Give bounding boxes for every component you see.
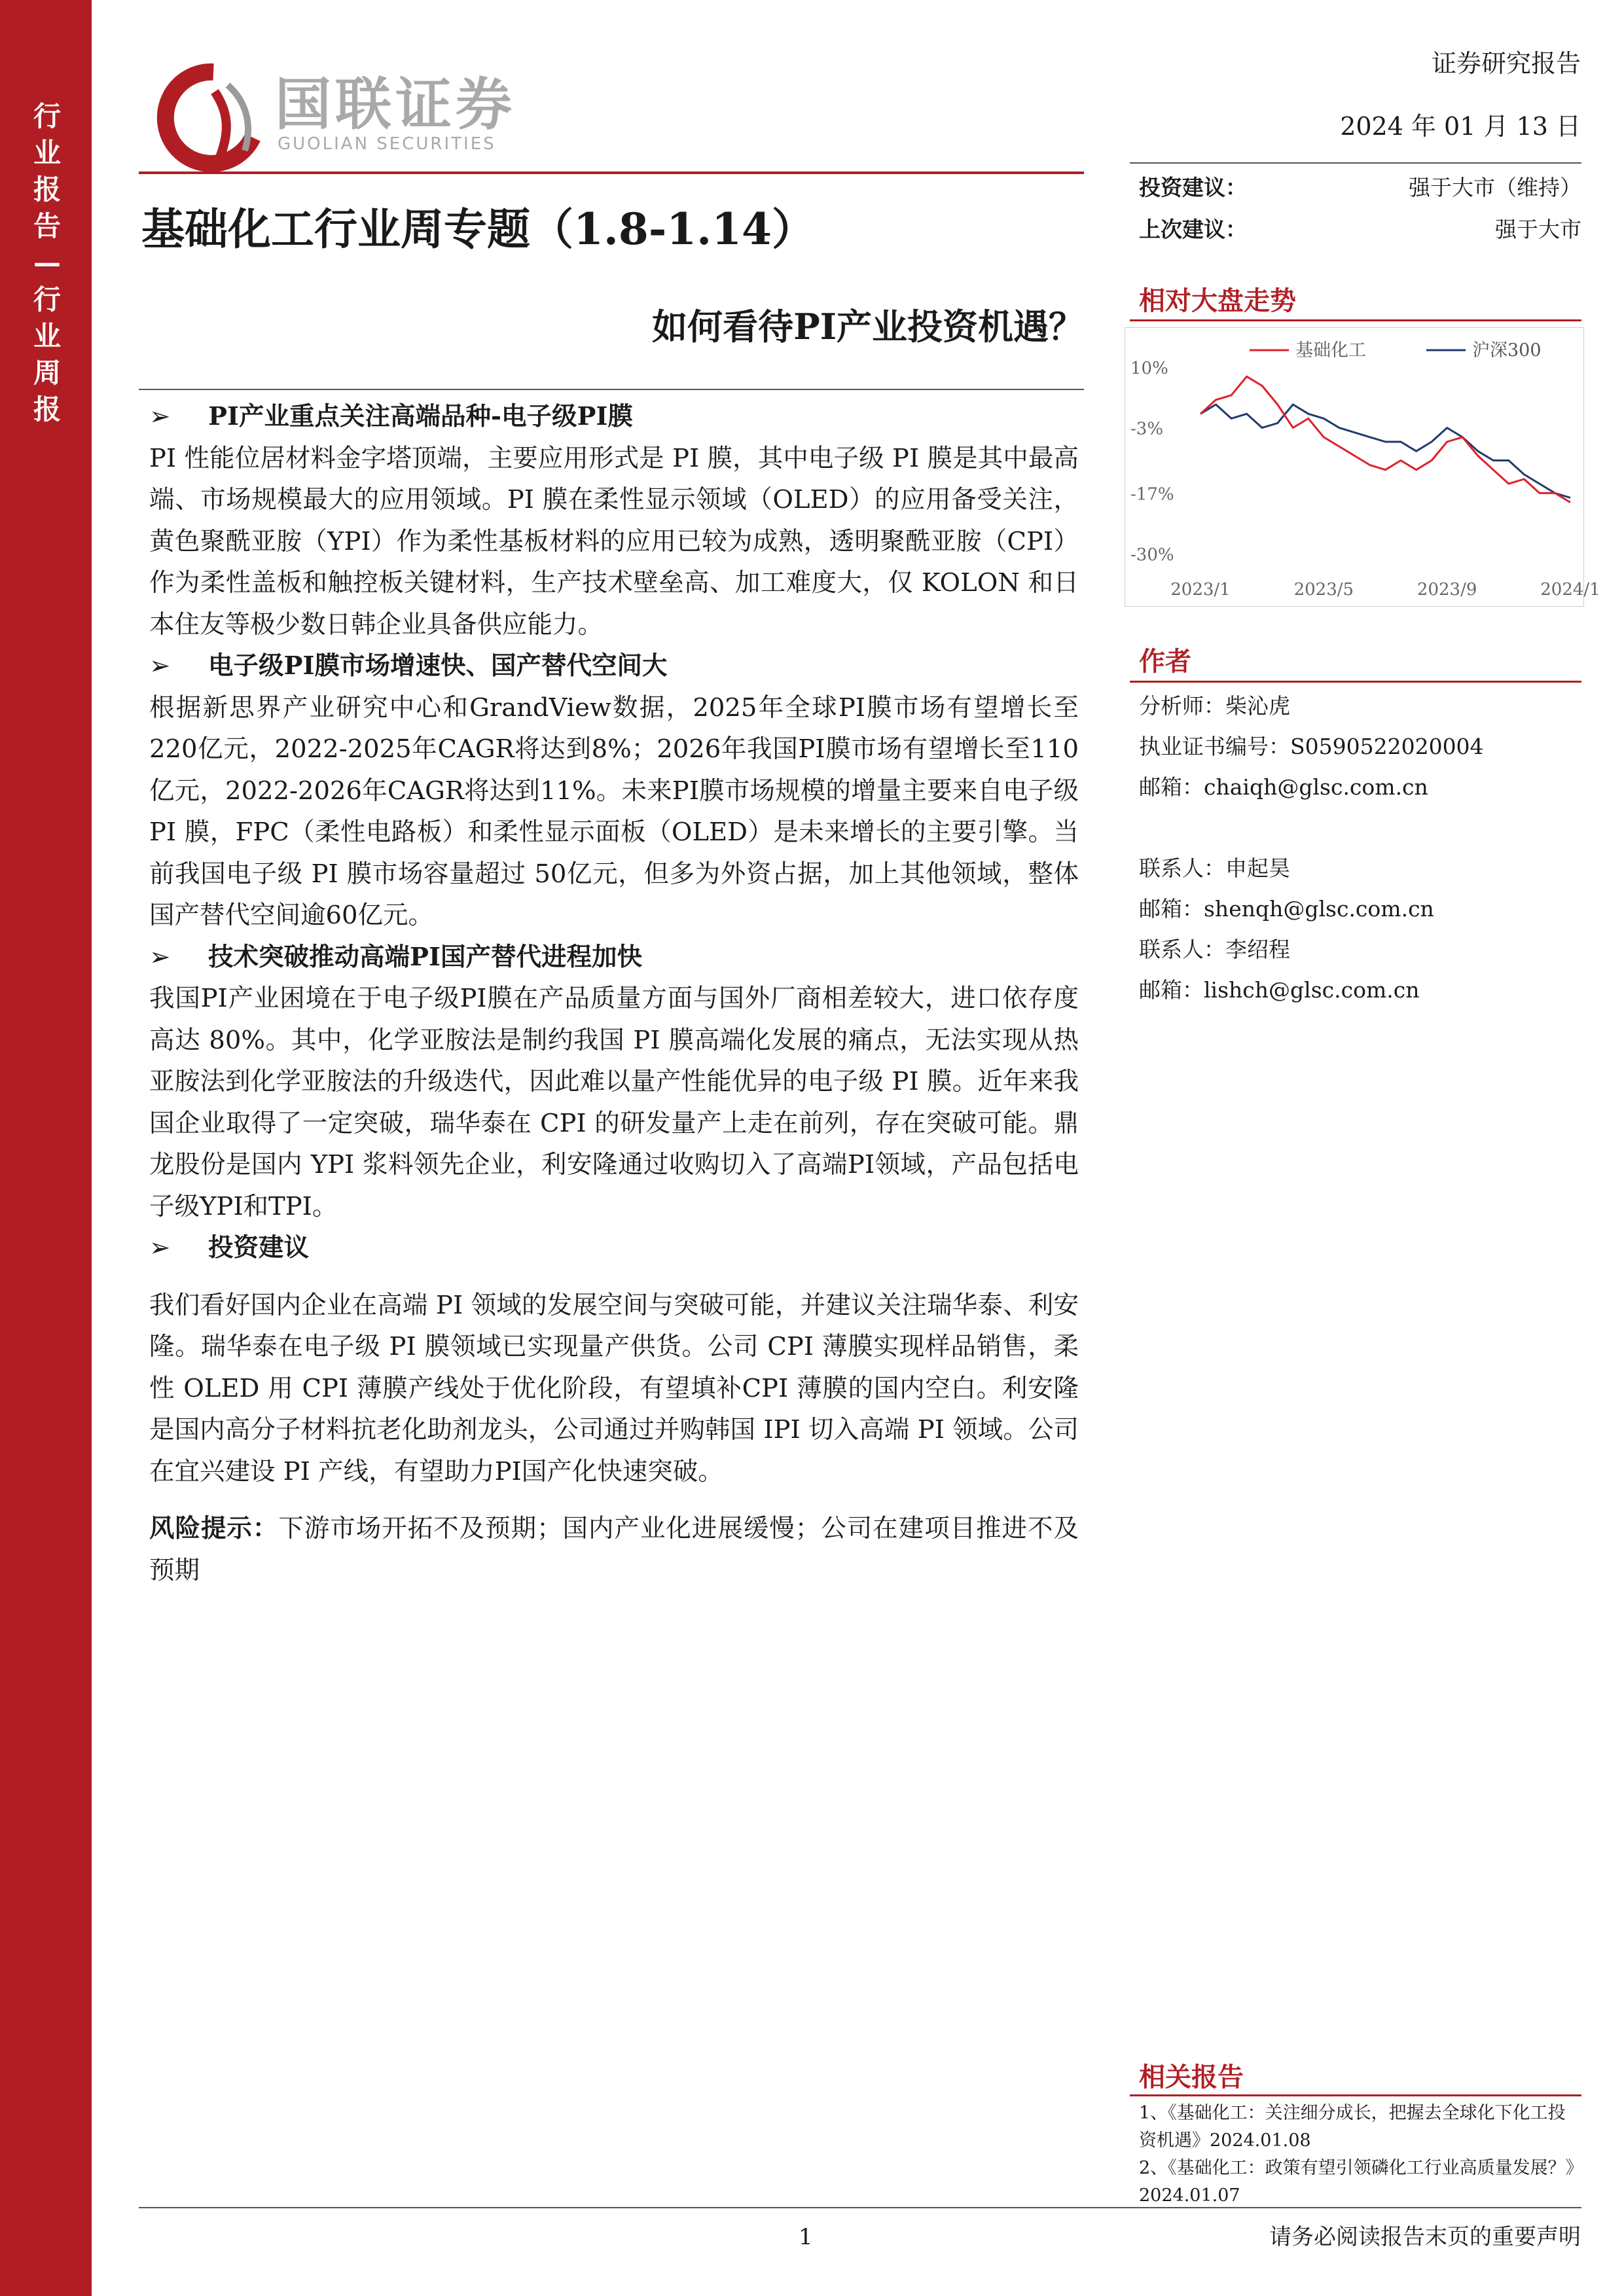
risk-text: 下游市场开拓不及预期；国内产业化进展缓慢；公司在建项目推进不及预期 bbox=[149, 1514, 1079, 1585]
trend-chart bbox=[1125, 328, 1600, 606]
footer-rule bbox=[139, 2207, 1581, 2208]
section-paragraph: PI 性能位居材料金字塔顶端，主要应用形式是 PI 膜，其中电子级 PI 膜是其中最高端、市场规模最大的应用领域。PI 膜在柔性显示领域（OLED）的应用备受关注，黄色聚酰亚胺（YPI）作为柔性基板材料的应用已较为成熟，透明聚酰亚胺（CPI）作为柔性盖板和触控板关键材料，生产技术壁垒高、加工难度大，仅 KOLON 和日本住友等极少数日韩企业具备供应能力。 bbox=[149, 443, 1079, 639]
author-row: 邮箱：shenqh@glsc.com.cn bbox=[1139, 896, 1434, 922]
report-type: 证券研究报告 bbox=[1431, 49, 1581, 78]
subtitle-rule bbox=[139, 389, 1084, 390]
report-subtitle: 如何看待PI产业投资机遇？ bbox=[652, 306, 1084, 348]
related-report-item[interactable]: 2、《基础化工：政策有望引领磷化工行业高质量发展？》2024.01.07 bbox=[1139, 2158, 1575, 2206]
y-tick-label: -30% bbox=[1130, 545, 1174, 565]
x-tick-label: 2023/5 bbox=[1293, 580, 1354, 600]
report-date: 2024 年 01 月 13 日 bbox=[1340, 112, 1581, 141]
y-tick-label: -3% bbox=[1130, 419, 1164, 439]
rating-previous-label: 上次建议： bbox=[1139, 217, 1247, 242]
y-tick-label: -17% bbox=[1130, 484, 1174, 505]
section-paragraph: 我们看好国内企业在高端 PI 领域的发展空间与突破可能，并建议关注瑞华泰、利安隆。瑞华泰在电子级 PI 膜领域已实现量产供货。公司 CPI 薄膜实现样品销售，柔性 OLED 用 CPI 薄膜产线处于优化阶段，有望填补CPI 薄膜的国内空白。利安隆是国内高分子材料抗老化助剂龙头，公司通过并购韩国 IPI 切入高端 PI 领域。公司在宜兴建设 PI 产线，有望助力PI国产化快速突破。 bbox=[149, 1290, 1079, 1486]
section-paragraph: 我国PI产业困境在于电子级PI膜在产品质量方面与国外厂商相差较大，进口依存度高达 80%。其中，化学亚胺法是制约我国 PI 膜高端化发展的痛点，无法实现从热亚胺法到化学亚胺法的升级迭代，因此难以量产性能优异的电子级 PI 膜。近年来我国企业取得了一定突破，瑞华泰在 CPI 的研发量产上走在前列，存在突破可能。鼎龙股份是国内 YPI 浆料领先企业，利安隆通过收购切入了高端PI领域，产品包括电子级YPI和TPI。 bbox=[149, 984, 1079, 1221]
section-paragraph: 根据新思界产业研究中心和GrandView数据，2025年全球PI膜市场有望增长至220亿元，2022-2025年CAGR将达到8%；2026年我国PI膜市场有望增长至110亿元，2022-2026年CAGR将达到11%。未来PI膜市场规模的增量主要来自电子级 PI 膜，FPC（柔性电路板）和柔性显示面板（OLED）是未来增长的主要引擎。当前我国电子级 PI 膜市场容量超过 50亿元，但多为外资占据，加上其他领域，整体国产替代空间逾60亿元。 bbox=[149, 692, 1079, 930]
right-header-rule bbox=[1130, 162, 1581, 164]
rating-current-label: 投资建议： bbox=[1139, 175, 1247, 200]
author-row: 联系人：李绍程 bbox=[1139, 937, 1290, 962]
arrow-bullet-icon: ➢ bbox=[149, 1233, 171, 1263]
author-row: 执业证书编号：S0590522020004 bbox=[1139, 734, 1484, 759]
related-heading: 相关报告 bbox=[1139, 2062, 1244, 2092]
title-rule bbox=[139, 171, 1084, 174]
author-row: 联系人：申起昊 bbox=[1139, 855, 1290, 881]
author-rule bbox=[1130, 681, 1581, 683]
report-body bbox=[149, 396, 1079, 1591]
logo-text-en: GUOLIAN SECURITIES bbox=[278, 134, 496, 154]
disclaimer-note: 请务必阅读报告末页的重要声明 bbox=[1269, 2224, 1581, 2250]
trend-heading: 相对大盘走势 bbox=[1139, 285, 1296, 316]
trend-rule bbox=[1130, 319, 1581, 321]
series-line-chemical bbox=[1200, 376, 1570, 502]
page-number: 1 bbox=[799, 2224, 813, 2250]
related-report-item[interactable]: 1、《基础化工：关注细分成长，把握去全球化下化工投资机遇》2024.01.08 bbox=[1139, 2103, 1566, 2151]
rating-block bbox=[1139, 169, 1581, 257]
author-row: 邮箱：chaiqh@glsc.com.cn bbox=[1139, 774, 1428, 800]
x-tick-label: 2023/9 bbox=[1416, 580, 1477, 600]
legend-label: 基础化工 bbox=[1295, 340, 1366, 361]
related-list bbox=[1139, 2100, 1581, 2210]
logo-text-cn: 国联证券 bbox=[275, 72, 516, 137]
report-title: 基础化工行业周专题（1.8-1.14） bbox=[141, 204, 815, 255]
section-heading: ➢ 技术突破推动高端PI国产替代进程加快 bbox=[149, 937, 1079, 978]
rating-previous-value: 强于大市 bbox=[1495, 217, 1581, 242]
trend-chart-frame bbox=[1125, 327, 1600, 607]
guolian-logo-icon bbox=[154, 65, 272, 164]
author-row: 分析师：柴沁虎 bbox=[1139, 693, 1290, 719]
risk-label: 风险提示： bbox=[149, 1514, 279, 1543]
x-tick-label: 2024/1 bbox=[1540, 580, 1600, 600]
author-list bbox=[1139, 686, 1584, 1011]
author-heading: 作者 bbox=[1139, 646, 1191, 677]
section-heading: ➢ PI产业重点关注高端品种-电子级PI膜 bbox=[149, 396, 1079, 438]
y-tick-label: 10% bbox=[1130, 359, 1168, 378]
risk-note bbox=[149, 1508, 1079, 1591]
arrow-bullet-icon: ➢ bbox=[149, 402, 171, 431]
legend-label: 沪深300 bbox=[1472, 340, 1542, 361]
author-row: 邮箱：lishch@glsc.com.cn bbox=[1139, 977, 1420, 1003]
series-line-hs300 bbox=[1200, 404, 1570, 498]
arrow-bullet-icon: ➢ bbox=[149, 651, 171, 681]
rating-current-value: 强于大市（维持） bbox=[1409, 175, 1581, 200]
x-tick-label: 2023/1 bbox=[1170, 580, 1231, 600]
arrow-bullet-icon: ➢ bbox=[149, 942, 171, 972]
related-rule bbox=[1130, 2094, 1581, 2096]
section-heading: ➢ 投资建议 bbox=[149, 1227, 1079, 1269]
side-label: 行业报告—行业周报 bbox=[33, 100, 61, 425]
section-heading: ➢ 电子级PI膜市场增速快、国产替代空间大 bbox=[149, 645, 1079, 687]
